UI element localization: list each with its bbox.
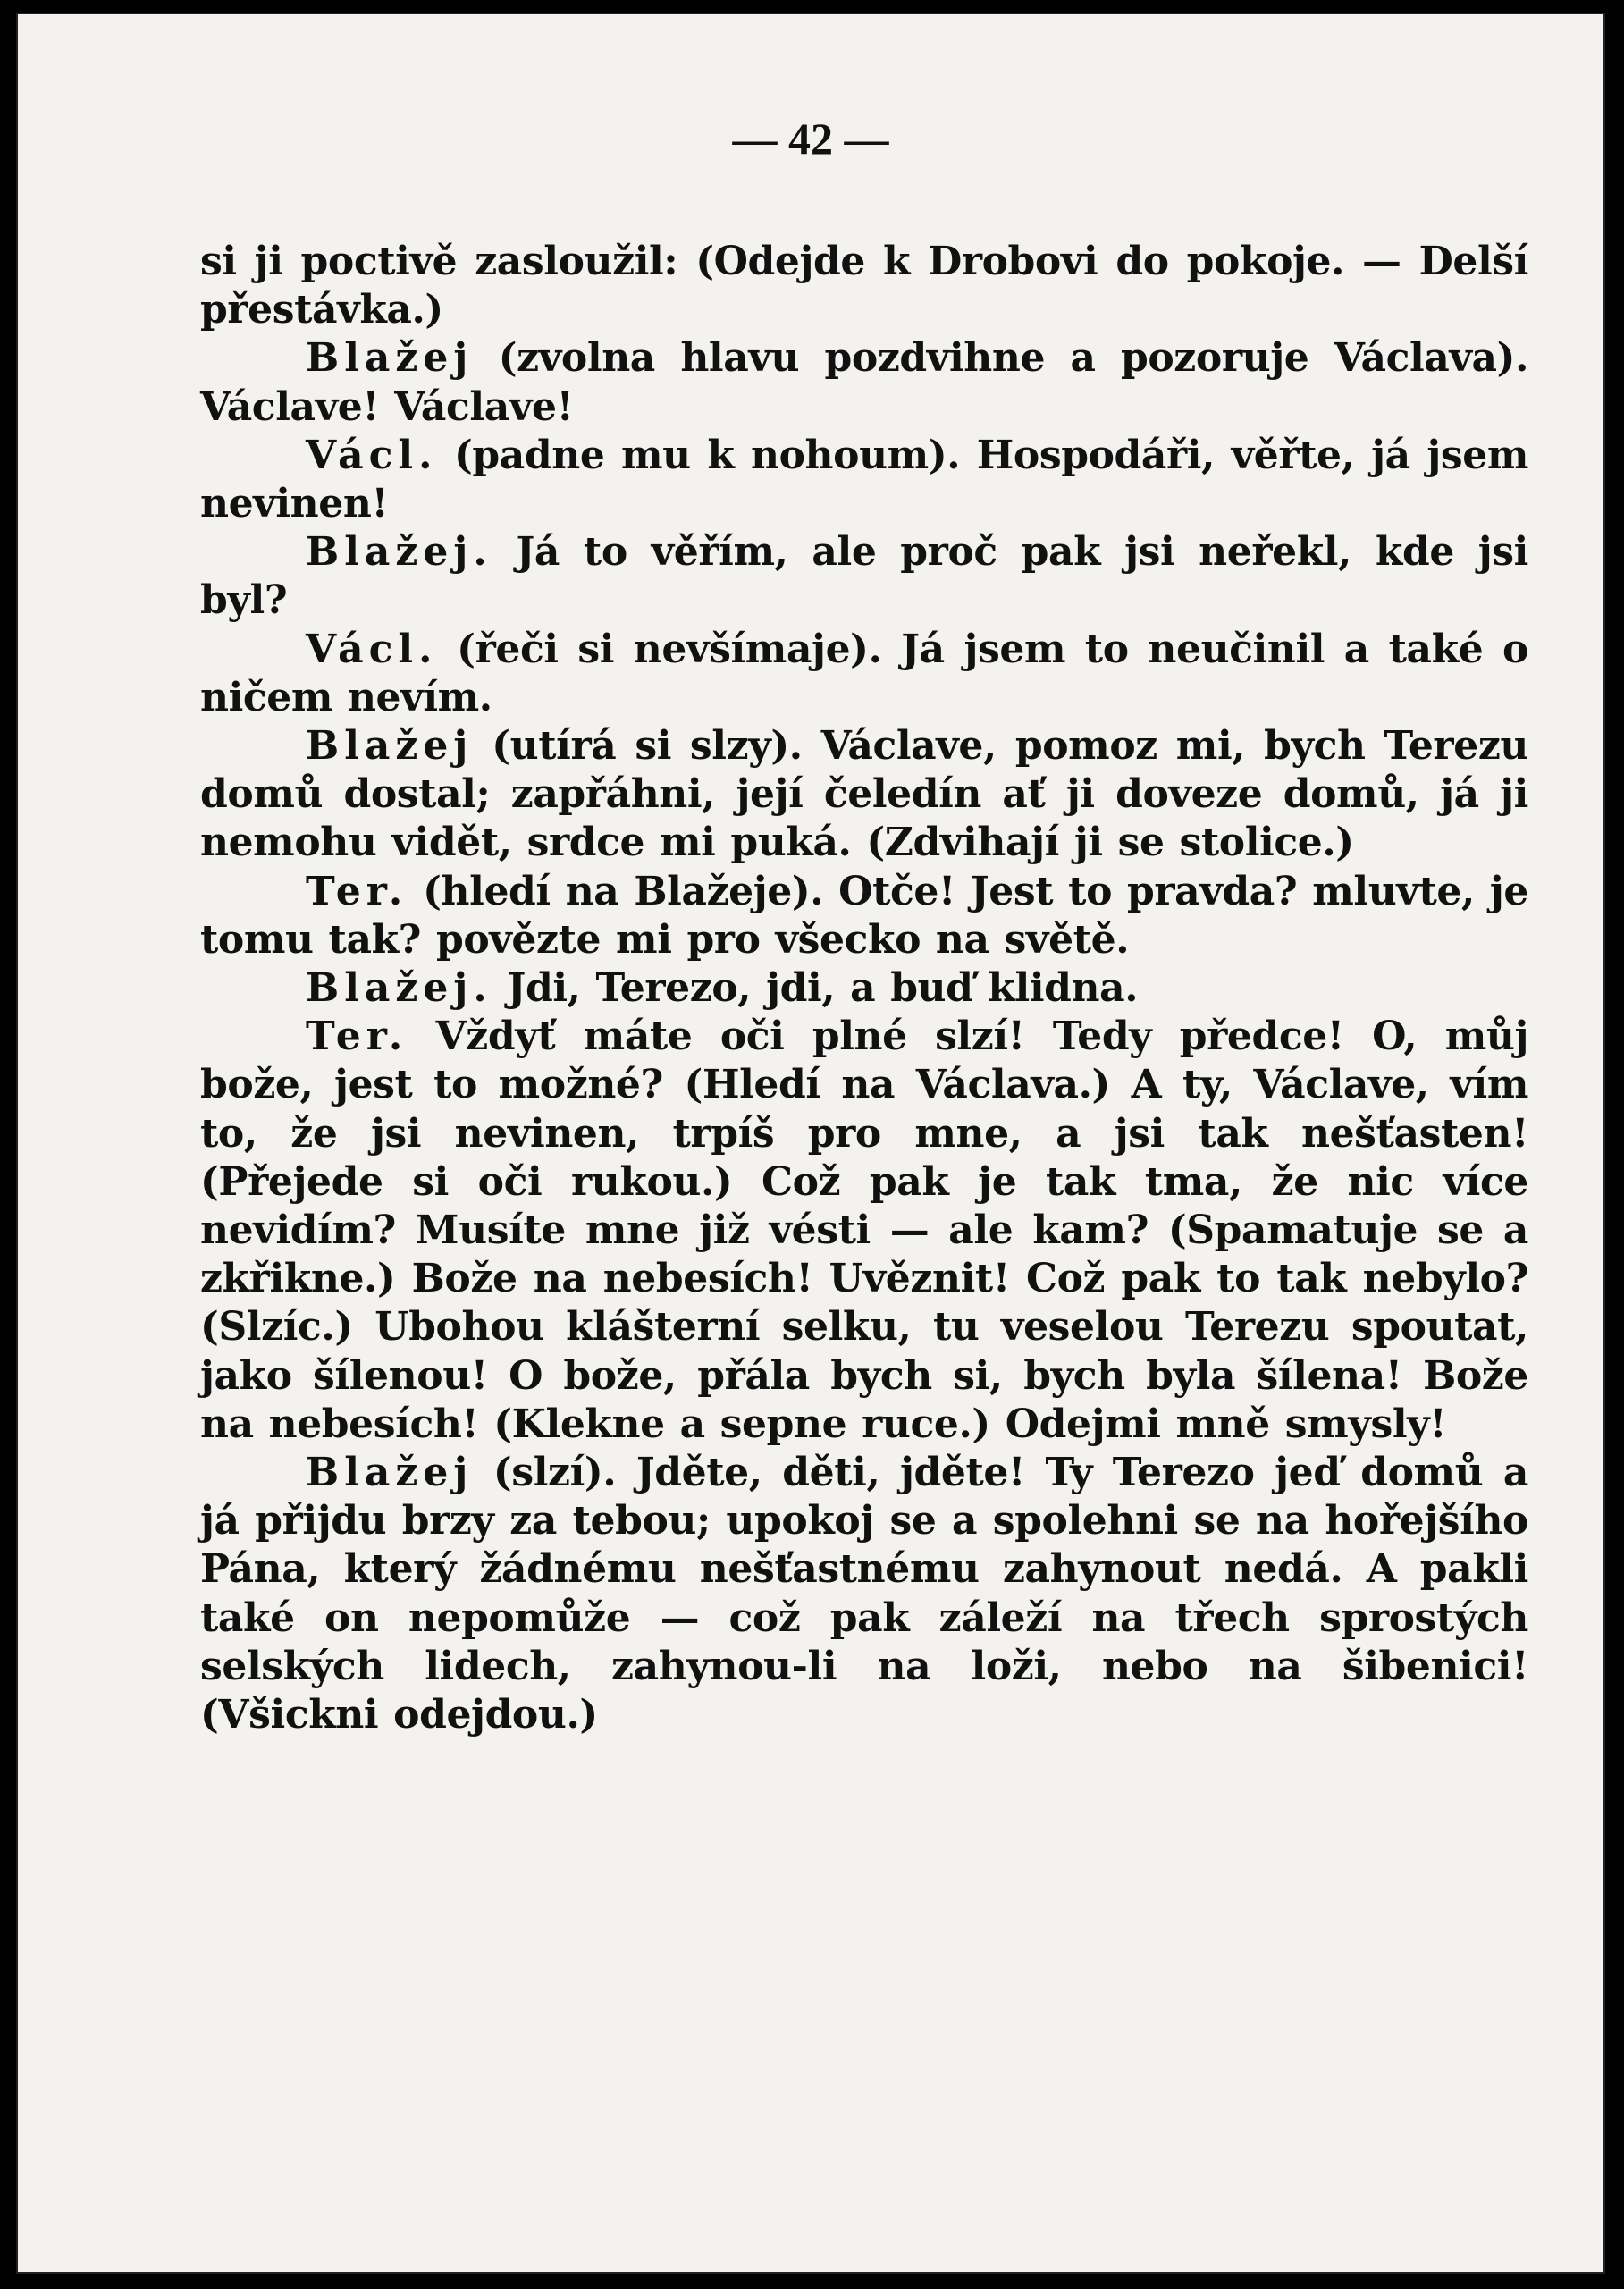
paragraph bbox=[200, 432, 1528, 528]
paragraph bbox=[200, 334, 1528, 431]
paragraph-text: (zvolna hlavu pozdvihne a pozoruje Václava). Václave! Václave! bbox=[200, 335, 1528, 430]
paragraph bbox=[200, 238, 1528, 334]
speaker-name: Blažej. bbox=[306, 529, 492, 576]
paragraph bbox=[200, 1449, 1528, 1739]
paragraph-text: Jdi, Terezo, jdi, a buď klidna. bbox=[492, 965, 1139, 1012]
speaker-name: Václ. bbox=[306, 432, 438, 478]
paragraph bbox=[200, 964, 1528, 1013]
paragraph-text: si ji poctivě zasloužil: (Odejde k Drobovi do pokoje. — Delší přestávka.) bbox=[200, 239, 1528, 333]
speaker-name: Blažej. bbox=[306, 965, 492, 1012]
paragraph bbox=[200, 528, 1528, 625]
paragraph-text: Já to věřím, ale proč pak jsi neřekl, kde jsi byl? bbox=[200, 529, 1528, 624]
paragraph bbox=[200, 722, 1528, 868]
paragraph bbox=[200, 626, 1528, 722]
speaker-name: Blažej bbox=[306, 335, 474, 382]
speaker-name: Václ. bbox=[306, 626, 438, 672]
paragraph-text: (padne mu k nohoum). Hospodáři, věřte, já jsem nevinen! bbox=[200, 432, 1528, 527]
paragraph-text: (řeči si nevšímaje). Já jsem to neučinil a také o ničem nevím. bbox=[200, 626, 1528, 720]
paragraph-text: (utírá si slzy). Václave, pomoz mi, bych Terezu domů dostal; zapřáhni, její čeledín ať ji doveze domů, já ji nemohu vidět, srdce mi puká. (Zdvihají ji se stolice.) bbox=[200, 723, 1528, 866]
book-page bbox=[16, 13, 1605, 2274]
paragraph-text: Vždyť máte oči plné slzí! Tedy předce! O, můj bože, jest to možné? (Hledí na Václava.) A ty, Václave, vím to, že jsi nevinen, trpíš pro mne, a jsi tak nešťasten! (Přejede si oči rukou.) Což pak je tak tma, že nic více nevidím? Musíte mne již vésti — ale kam? (Spamatuje se a zkřikne.) Bože na nebesích! Uvěznit! Což pak to tak nebylo? (Slzíc.) Ubohou klášterní selku, tu veselou Terezu spoutat, jako šílenou! O bože, přála bych si, bych byla šílena! Bože na nebesích! (Klekne a sepne ruce.) Odejmi mně smysly! bbox=[200, 1014, 1528, 1447]
paragraph-text: (slzí). Jděte, děti, jděte! Ty Terezo jeď domů a já přijdu brzy za tebou; upokoj se a spolehni se na hořejšího Pána, který žádnému nešťastnému zahynout nedá. A pakli také on nepomůže — což pak záleží na třech sprostých selských lidech, zahynou-li na loži, nebo na šibenici! (Všickni odejdou.) bbox=[200, 1450, 1528, 1738]
speaker-name: Ter. bbox=[306, 868, 408, 914]
page-number: — 42 — bbox=[732, 114, 889, 164]
paragraph-text: (hledí na Blažeje). Otče! Jest to pravda? mluvte, je tomu tak? povězte mi pro všecko na světě. bbox=[200, 868, 1528, 963]
body-text bbox=[200, 238, 1528, 1739]
speaker-name: Blažej bbox=[306, 1450, 474, 1496]
paragraph bbox=[200, 868, 1528, 964]
paragraph bbox=[200, 1013, 1528, 1449]
speaker-name: Ter. bbox=[306, 1014, 408, 1060]
speaker-name: Blažej bbox=[306, 723, 474, 770]
